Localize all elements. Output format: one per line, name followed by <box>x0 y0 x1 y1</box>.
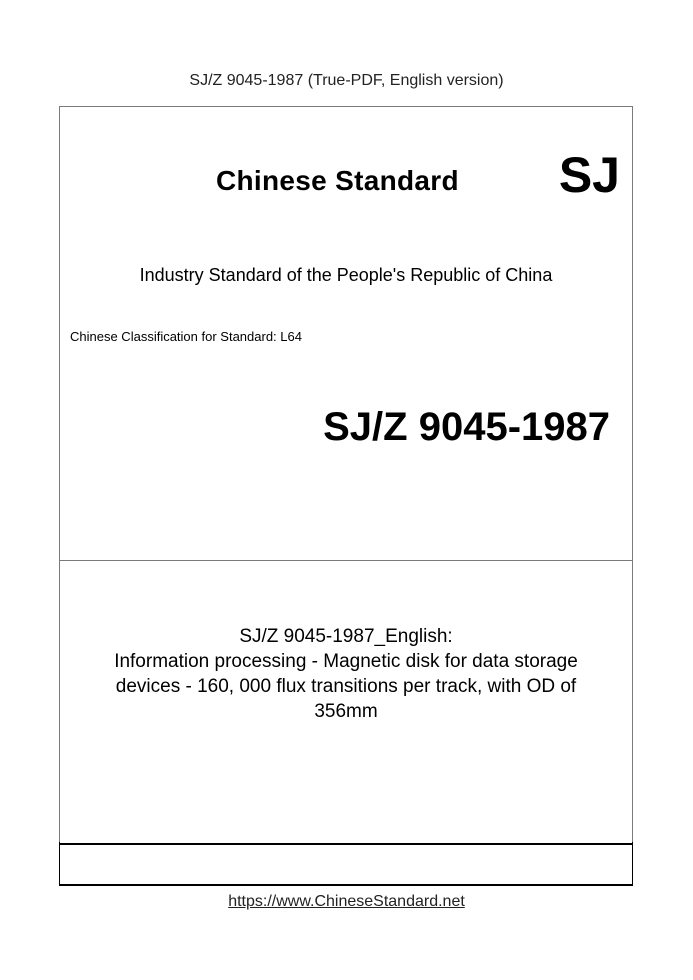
cover-top-section <box>60 107 632 561</box>
description-line: devices - 160, 000 flux transitions per track, with OD of <box>115 676 577 697</box>
industry-standard-line: Industry Standard of the People's Republic of China <box>139 265 553 285</box>
description-line: Information processing - Magnetic disk for data storage <box>114 651 578 672</box>
description-line: 356mm <box>314 701 378 722</box>
cover-frame <box>59 106 633 885</box>
bottom-box-right-border <box>632 842 633 886</box>
cover-title: Chinese Standard <box>216 165 459 196</box>
bottom-box-border <box>59 884 633 886</box>
standard-description <box>60 624 632 724</box>
cover-description-section <box>60 561 632 843</box>
bottom-box-left-border <box>59 842 60 886</box>
page-header: SJ/Z 9045-1987 (True-PDF, English version) <box>189 72 504 89</box>
standard-code-mark: SJ <box>558 147 620 203</box>
classification-line: Chinese Classification for Standard: L64 <box>70 329 302 344</box>
standard-number: SJ/Z 9045-1987 <box>323 405 610 449</box>
cover-bottom-box <box>60 843 632 884</box>
website-link[interactable]: https://www.ChineseStandard.net <box>228 893 465 910</box>
description-line: SJ/Z 9045-1987_English: <box>239 626 453 647</box>
